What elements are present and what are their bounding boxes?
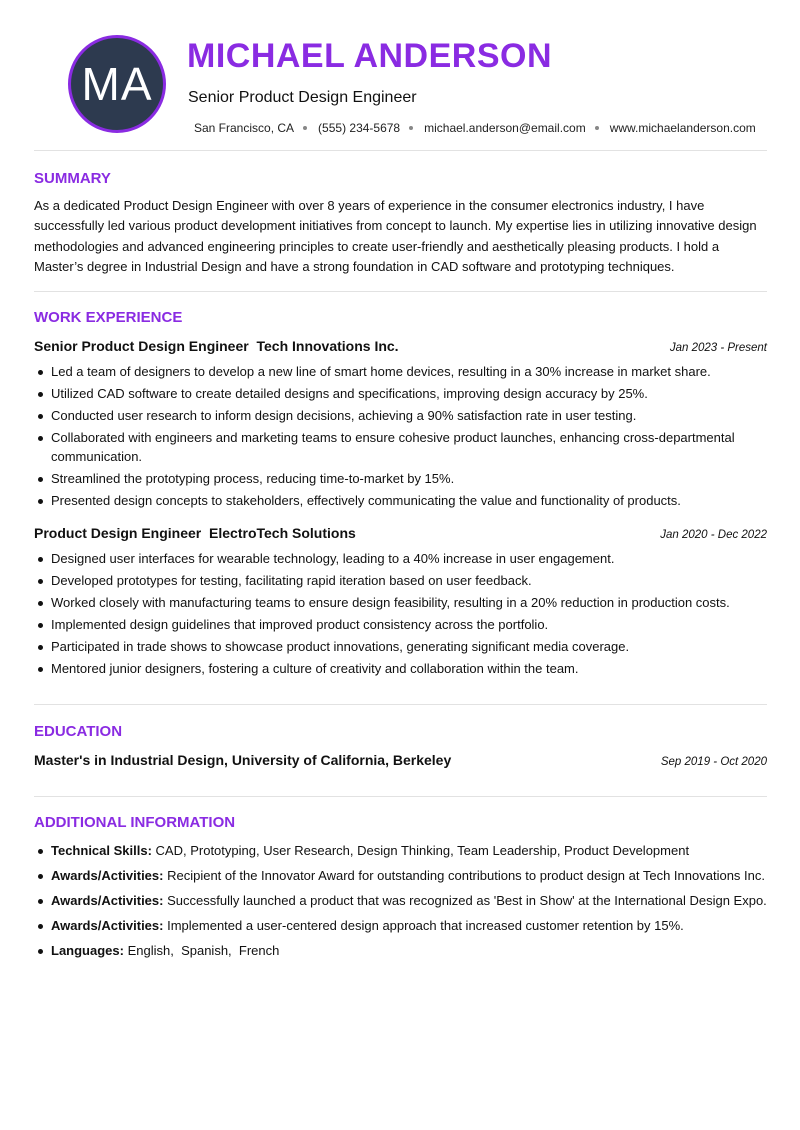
list-item: Designed user interfaces for wearable technology, leading to a 40% increase in user engagement. [34,549,767,568]
item-label: Awards/Activities: [51,918,164,933]
divider [34,291,767,292]
avatar [68,35,166,133]
list-item: Streamlined the prototyping process, reducing time-to-market by 15%. [34,469,767,488]
avatar-initials: MA [81,58,153,110]
job-bullets [34,549,767,682]
job-role: Senior Product Design Engineer [34,338,249,354]
item-text: Successfully launched a product that was recognized as 'Best in Show' at the International Design Expo. [167,893,767,908]
education-dates: Sep 2019 - Oct 2020 [660,756,767,768]
list-item: Developed prototypes for testing, facilitating rapid iteration based on user feedback. [34,571,767,590]
divider [34,796,767,797]
work-experience-heading: WORK EXPERIENCE [34,309,183,326]
job-title [34,338,399,354]
list-item [34,916,767,935]
item-text: CAD, Prototyping, User Research, Design Thinking, Team Leadership, Product Development [155,843,690,858]
item-label: Awards/Activities: [51,868,164,883]
divider [34,150,767,151]
list-item: Collaborated with engineers and marketing teams to ensure cohesive product launches, enhancing cross-departmental communication. [34,428,767,466]
education-heading: EDUCATION [34,723,123,740]
list-item: Conducted user research to inform design decisions, achieving a 90% satisfaction rate in user testing. [34,406,767,425]
list-item [34,891,767,910]
additional-info-list [34,841,767,966]
list-item: Implemented design guidelines that improved product consistency across the portfolio. [34,615,767,634]
list-item [34,841,767,860]
job-dates: Jan 2023 - Present [669,342,767,354]
separator-dot-icon [595,126,599,130]
job-bullets [34,362,767,514]
job-company: Tech Innovations Inc. [256,338,399,354]
contact-line [194,121,756,135]
list-item [34,941,767,960]
list-item: Presented design concepts to stakeholders, effectively communicating the value and functionality of products. [34,491,767,510]
job-header [34,525,767,541]
list-item: Worked closely with manufacturing teams to ensure design feasibility, resulting in a 20% reduction in production costs. [34,593,767,612]
list-item: Participated in trade shows to showcase product innovations, generating significant media coverage. [34,637,767,656]
list-item: Led a team of designers to develop a new line of smart home devices, resulting in a 30% increase in market share. [34,362,767,381]
item-text: English, Spanish, French [127,943,280,958]
item-label: Technical Skills: [51,843,152,858]
job-title [34,525,356,541]
list-item [34,866,767,885]
item-label: Awards/Activities: [51,893,164,908]
candidate-title: Senior Product Design Engineer [188,89,417,106]
list-item: Utilized CAD software to create detailed designs and specifications, improving design accuracy by 25%. [34,384,767,403]
divider [34,704,767,705]
summary-text: As a dedicated Product Design Engineer with over 8 years of experience in the consumer electronics industry, I have successfully led various product development initiatives from concept to launch. My expertise lies in utilizing innovative design methodologies and advanced engineering principles to create user-friendly and aesthetically pleasing products. I hold a Master’s degree in Industrial Design and have a strong foundation in CAD software and prototyping techniques. [34,198,757,274]
item-label: Languages: [51,943,124,958]
list-item: Mentored junior designers, fostering a culture of creativity and collaboration within the team. [34,659,767,678]
job-dates: Jan 2020 - Dec 2022 [660,529,767,541]
job-company: ElectroTech Solutions [209,525,356,541]
education-entry [34,752,767,768]
job-header [34,338,767,354]
separator-dot-icon [409,126,413,130]
additional-info-heading: ADDITIONAL INFORMATION [34,814,236,831]
item-text: Recipient of the Innovator Award for outstanding contributions to product design at Tech Innovations Inc. [167,868,765,883]
separator-dot-icon [303,126,307,130]
degree: Master's in Industrial Design, University of California, Berkeley [34,752,452,768]
contact-location: San Francisco, CA [194,121,295,135]
contact-email: michael.anderson@email.com [424,121,586,135]
summary-heading: SUMMARY [34,170,111,187]
contact-phone: (555) 234-5678 [318,121,401,135]
candidate-name: MICHAEL ANDERSON [187,37,553,75]
item-text: Implemented a user-centered design approach that increased customer retention by 15%. [167,918,684,933]
contact-website: www.michaelanderson.com [609,121,756,135]
job-role: Product Design Engineer [34,525,202,541]
resume-header [34,0,767,150]
